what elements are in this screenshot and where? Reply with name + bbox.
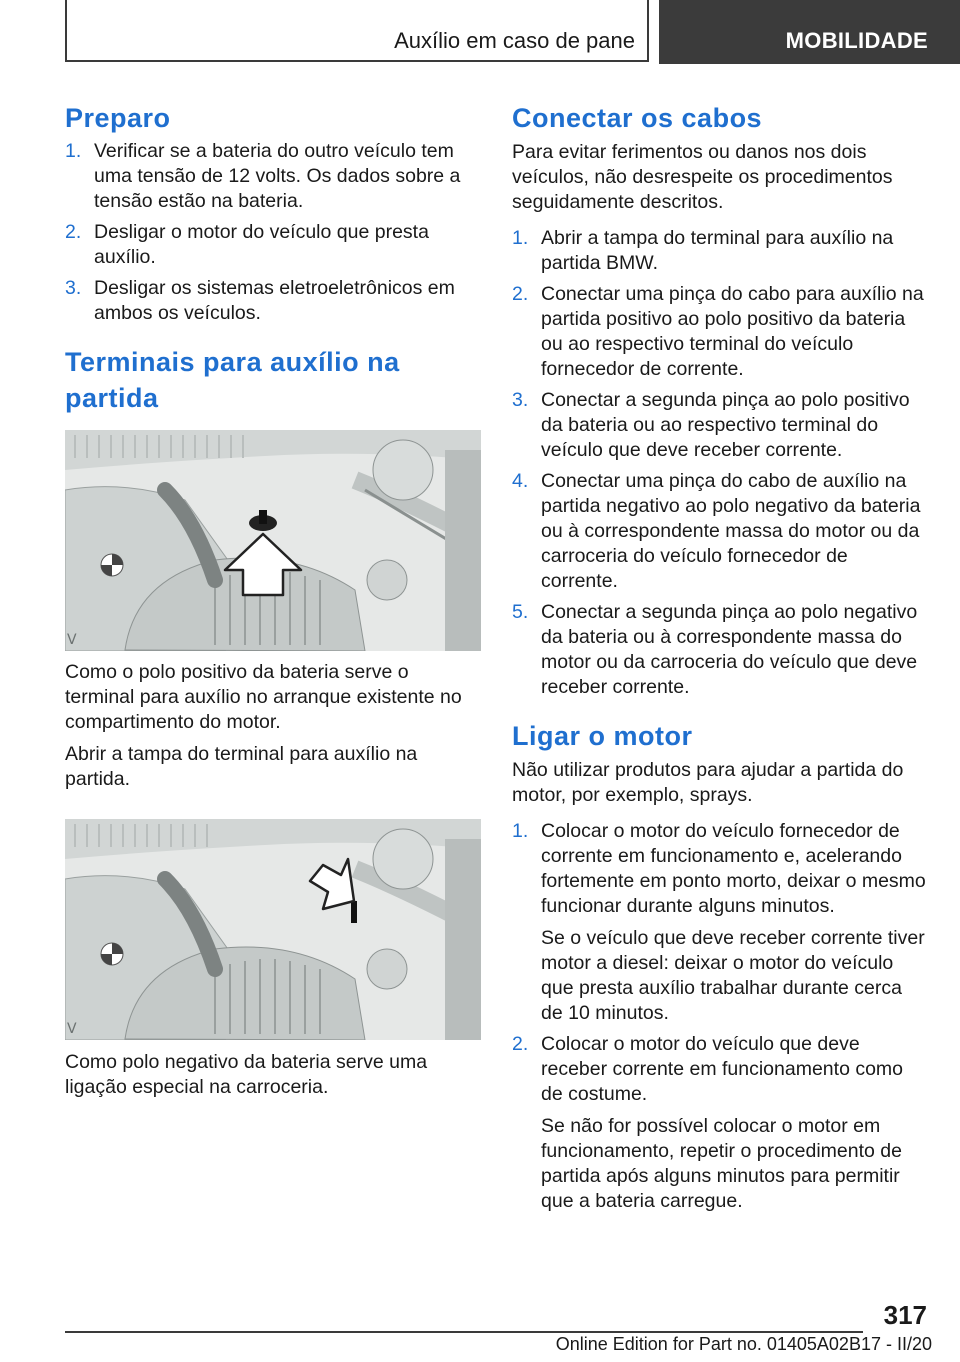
list-item: 1. Colocar o motor do veículo fornecedor de corrente em funcionamento e, acelerando fortemente em ponto morto, deixar o mesmo funcionar durante alguns minutos. Se o veículo que deve receber corrente tiver motor a diesel: deixar o motor do veículo que presta auxílio trabalhar durante cerca de 10 minutos. xyxy=(512,819,928,1026)
list-item: 2. Desligar o motor do veículo que presta auxílio. xyxy=(65,221,429,268)
heading-conectar: Conectar os cabos xyxy=(512,103,763,133)
ligar-steps xyxy=(512,819,928,1214)
sub-paragraph: Se o veículo que deve receber corrente tiver motor a diesel: deixar o motor do veículo que presta auxílio trabalhar durante cerca de 10 minutos. xyxy=(541,927,925,1024)
list-item: 1. Abrir a tampa do terminal para auxílio na partida BMW. xyxy=(512,227,894,274)
paragraph: Abrir a tampa do terminal para auxílio na partida. xyxy=(65,743,418,790)
list-item: 4. Conectar uma pinça do cabo de auxílio na partida negativo ao polo negativo da bateria ou à correspondente massa do motor ou da carroceria do veículo fornecedor de corrente. xyxy=(512,470,921,592)
list-item: 5. Conectar a segunda pinça ao polo negativo da bateria ou à correspondente massa do motor ou da carroceria do veículo que deve receber corrente. xyxy=(512,601,918,698)
list-item: 2. Colocar o motor do veículo que deve receber corrente em funcionamento como de costume. Se não for possível colocar o motor em funcionamento, repetir o procedimento de partida após alguns minutos para permitir que a bateria carregue. xyxy=(512,1032,928,1214)
paragraph: Não utilizar produtos para ajudar a partida do motor, por exemplo, sprays. xyxy=(512,759,904,806)
list-item: 1. Verificar se a bateria do outro veículo tem uma tensão de 12 volts. Os dados sobre a tensão estão na bateria. xyxy=(65,140,461,212)
svg-text:V: V xyxy=(67,632,77,648)
engine-photo-positive-terminal xyxy=(65,430,481,651)
list-item: 3. Desligar os sistemas eletroeletrônicos em ambos os veículos. xyxy=(65,277,455,324)
section-title: Auxílio em caso de pane xyxy=(394,28,635,53)
svg-text:V: V xyxy=(67,1021,77,1037)
header-chapter-tab xyxy=(659,0,960,64)
engine-photo-negative-terminal xyxy=(65,819,481,1040)
right-column xyxy=(512,100,928,1214)
sub-paragraph: Se não for possível colocar o motor em funcionamento, repetir o procedimento de partida após alguns minutos para permitir que a bateria carregue. xyxy=(541,1115,902,1212)
heading-ligar: Ligar o motor xyxy=(512,721,693,751)
list-item: 3. Conectar a segunda pinça ao polo positivo da bateria ou ao respectivo terminal do veículo que deve receber corrente. xyxy=(512,389,910,461)
conectar-steps xyxy=(512,226,928,700)
left-column xyxy=(65,100,481,1100)
list-item: 2. Conectar uma pinça do cabo para auxílio na partida positivo ao polo positivo da bateria ou ao respectivo terminal do veículo fornecedor de corrente. xyxy=(512,283,924,380)
paragraph: Como o polo positivo da bateria serve o terminal para auxílio no arranque existente no compartimento do motor. xyxy=(65,661,462,733)
paragraph: Como polo negativo da bateria serve uma ligação especial na carroceria. xyxy=(65,1051,428,1098)
paragraph: Para evitar ferimentos ou danos nos dois veículos, não desrespeite os procedimentos seguidamente descritos. xyxy=(512,141,893,213)
preparo-steps xyxy=(65,139,481,326)
heading-preparo: Preparo xyxy=(65,103,171,133)
page-number: 317 xyxy=(883,1300,927,1330)
footer-divider xyxy=(65,1331,863,1333)
header-section-box xyxy=(65,0,649,62)
chapter-title: MOBILIDADE xyxy=(785,28,928,53)
heading-terminais: Terminais para auxílio na partida xyxy=(65,347,400,413)
edition-note: Online Edition for Part no. 01405A02B17 - II/20 xyxy=(555,1334,932,1354)
